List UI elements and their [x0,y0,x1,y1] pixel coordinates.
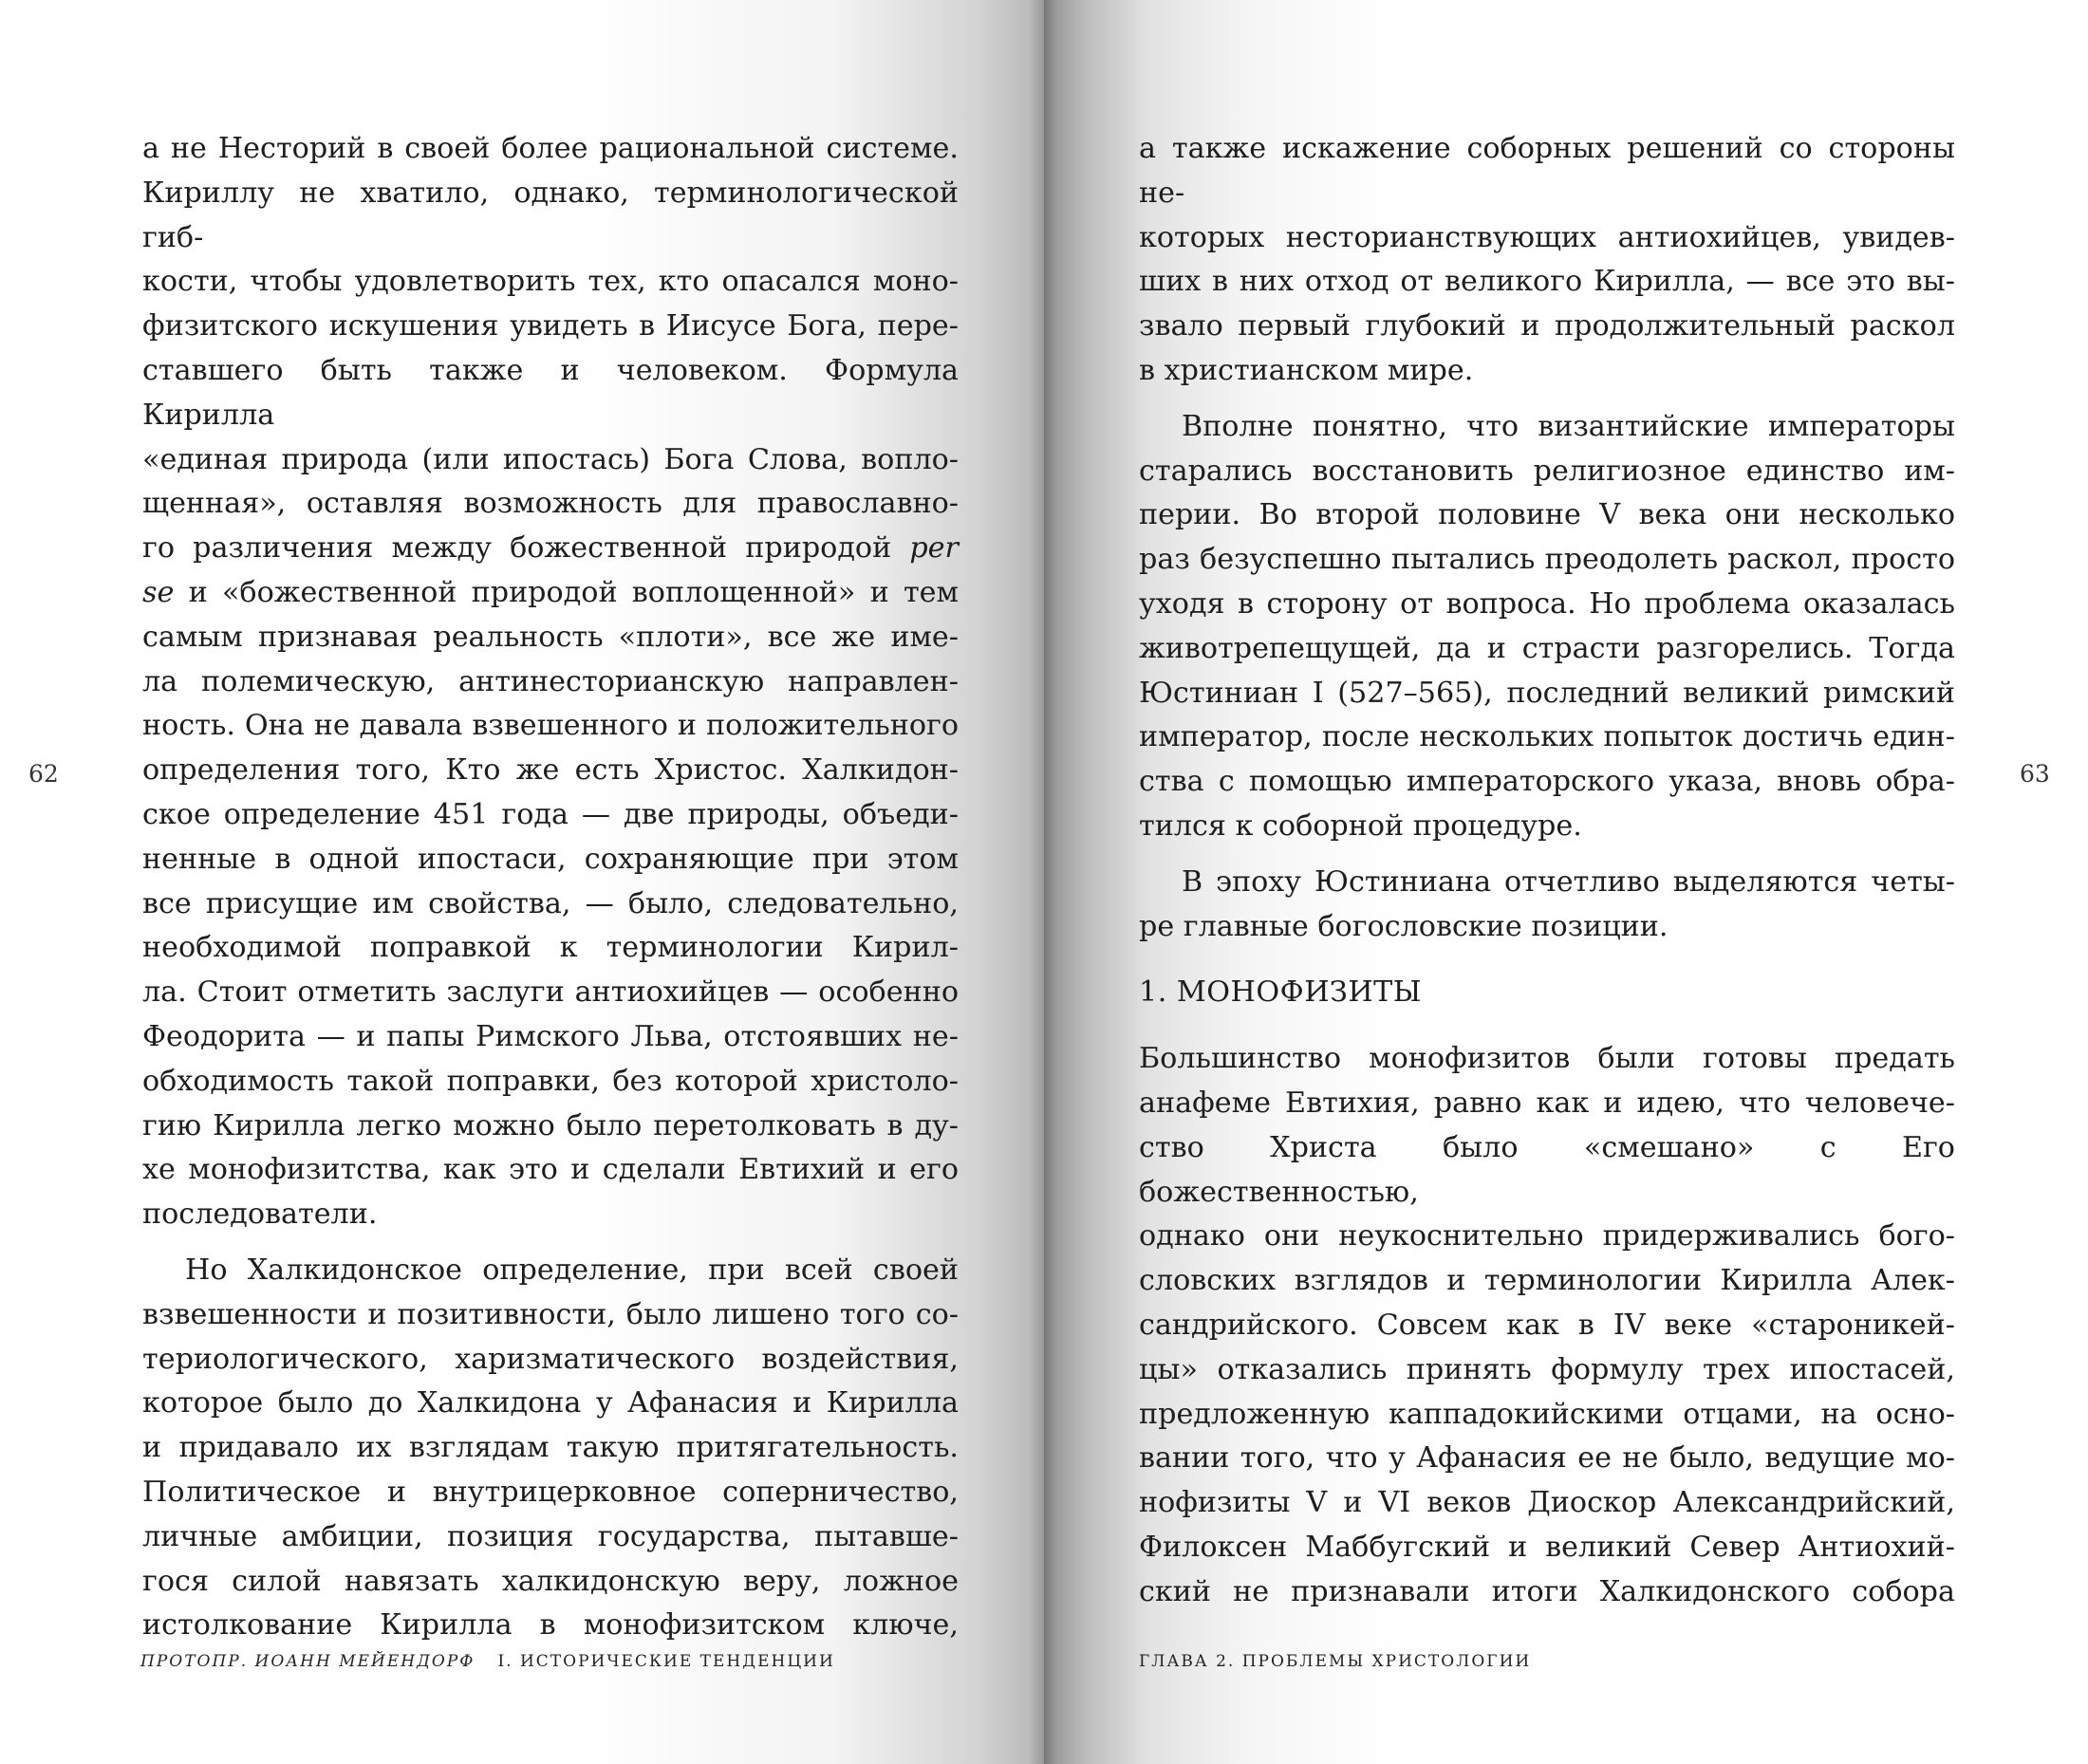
running-head-section: I. ИСТОРИЧЕСКИЕ ТЕНДЕНЦИИ [497,1652,835,1671]
text-line [142,571,959,616]
text-line: взвешенности и позитивности, было лишено того со- [142,1297,959,1331]
text-line: физитского искушения увидеть в Иисусе Бога, пере- [142,309,959,344]
text-line: анафеме Евтихия, равно как и идею, что человече- [1139,1086,1955,1120]
text-line: сандрийского. Совсем как в IV веке «староникей- [1139,1308,1955,1342]
text-segment: и «божественной природой воплощенной» и тем [188,575,959,609]
paragraph-gap [1139,849,1955,861]
text-line: ненные в одной ипостаси, сохраняющие при этом [142,842,959,876]
text-line: раз безуспешно пытались преодолеть раскол, просто [1139,543,1955,577]
text-line: ла. Стоит отметить заслуги антиохийцев — особенно [142,975,959,1010]
text-line: ла полемическую, антинесторианскую направлен- [142,664,959,698]
text-line: необходимой поправкой к терминологии Кирил- [142,931,959,965]
text-line: гию Кирилла легко можно было перетолковать в ду- [142,1108,959,1142]
left-text-block [142,127,959,1648]
text-line: В эпоху Юстиниана отчетливо выделяются четы- [1182,864,1955,899]
text-line: цы» отказались принять формулу трех ипостасей, [1139,1352,1955,1386]
text-line: а также искажение соборных решений со стороны не- [1139,132,1955,210]
page-number-right: 63 [2020,760,2050,788]
text-line: уходя в сторону от вопроса. Но проблема оказалась [1139,586,1955,621]
running-head-left [140,1652,835,1671]
paragraph-gap [142,1237,959,1249]
text-line: тился к соборной процедуре. [1139,808,1582,843]
text-line: «единая природа (или ипостась) Бога Слова, вопло- [142,442,959,476]
text-line: перии. Во второй половине V века они несколько [1139,498,1955,532]
text-line: все присущие им свойства, — было, следовательно, [142,886,959,920]
text-line: ское определение 451 года — две природы, объеди- [142,797,959,831]
text-line: кости, чтобы удовлетворить тех, кто опасался моно- [142,265,959,299]
text-line: ре главные богословские позиции. [1139,909,1669,943]
paragraph-gap [1139,394,1955,405]
text-line: животрепещущей, да и страсти разгорелись. Тогда [1139,631,1955,665]
text-line: старались восстановить религиозное единство им- [1139,454,1955,488]
text-line: которое было до Халкидона у Афанасия и Кирилла [142,1386,959,1420]
right-text-block [1139,127,1955,1615]
text-line: гося силой навязать халкидонскую веру, ложное [142,1564,959,1598]
running-head-author: ПРОТОПР. ИОАНН МЕЙЕНДОРФ [140,1652,475,1671]
text-line: Большинство монофизитов были готовы предать [1139,1042,1955,1076]
text-line: Филоксен Маббугский и великий Север Антиохий- [1139,1530,1955,1564]
text-line: и придавало их взглядам такую притягательность. [142,1431,959,1465]
text-line: обходимость такой поправки, без которой христоло- [142,1064,959,1098]
text-line: в христианском мире. [1139,353,1474,387]
running-head-right: ГЛАВА 2. ПРОБЛЕМЫ ХРИСТОЛОГИИ [1139,1652,1532,1671]
text-line: щенная», оставляя возможность для православно- [142,487,959,521]
text-line: личные амбиции, позиция государства, пытавше- [142,1519,959,1553]
text-line: однако они неукоснительно придерживались бого- [1139,1219,1955,1253]
text-line: териологического, харизматического воздействия, [142,1342,959,1376]
text-line: ставшего быть также и человеком. Формула Кирилла [142,353,959,432]
text-line: которых несторианствующих антиохийцев, увидев- [1139,220,1955,254]
page-number-left: 62 [28,760,59,788]
text-line: ство Христа было «смешано» с Его божественностью, [1139,1130,1955,1209]
text-line: император, после нескольких попыток достичь един- [1139,720,1955,754]
text-segment: го различения между божественной природой [142,531,892,566]
text-line [142,527,959,571]
text-line: Кириллу не хватило, однако, терминологической гиб- [142,176,959,254]
text-line: Феодорита — и папы Римского Льва, отстоявших не- [142,1019,959,1053]
text-line: Вполне понятно, что византийские императоры [1182,409,1955,443]
text-line: самым признавая реальность «плоти», все же име- [142,620,959,654]
text-line: Юстиниан I (527–565), последний великий римский [1139,676,1955,710]
text-line: звало первый глубокий и продолжительный раскол [1139,309,1955,344]
right-page [1044,0,2088,1764]
text-line: словских взглядов и терминологии Кирилла Алек- [1139,1264,1955,1298]
text-line: нофизиты V и VI веков Диоскор Александрийский, [1139,1486,1955,1520]
text-line: ства с помощью императорского указа, вновь обра- [1139,765,1955,799]
text-line: ность. Она не давала взвешенного и положительного [142,709,959,743]
text-line: ших в них отход от великого Кирилла, — все это вы- [1139,265,1955,299]
book-gutter-shadow [1029,0,1057,1764]
text-line: Но Халкидонское определение, при всей своей [185,1253,959,1287]
text-line: ский не признавали итоги Халкидонского собора [1139,1574,1955,1608]
text-line: хе монофизитства, как это и сделали Евтихий и его [142,1153,959,1187]
latin-phrase: se [142,575,175,609]
text-line: предложенную каппадокийскими отцами, на осно- [1139,1397,1955,1431]
text-line: вании того, что у Афанасия ее не было, ведущие мо- [1139,1441,1955,1476]
text-line: определения того, Кто же есть Христос. Халкидон- [142,753,959,788]
latin-phrase: per [909,531,959,566]
text-line: а не Несторий в своей более рациональной системе. [142,132,959,165]
section-heading: 1. МОНОФИЗИТЫ [1139,975,1422,1010]
text-line: Политическое и внутрицерковное соперничество, [142,1475,959,1509]
text-line: последователи. [142,1198,378,1232]
text-line: истолкование Кирилла в монофизитском ключе, [142,1608,959,1643]
